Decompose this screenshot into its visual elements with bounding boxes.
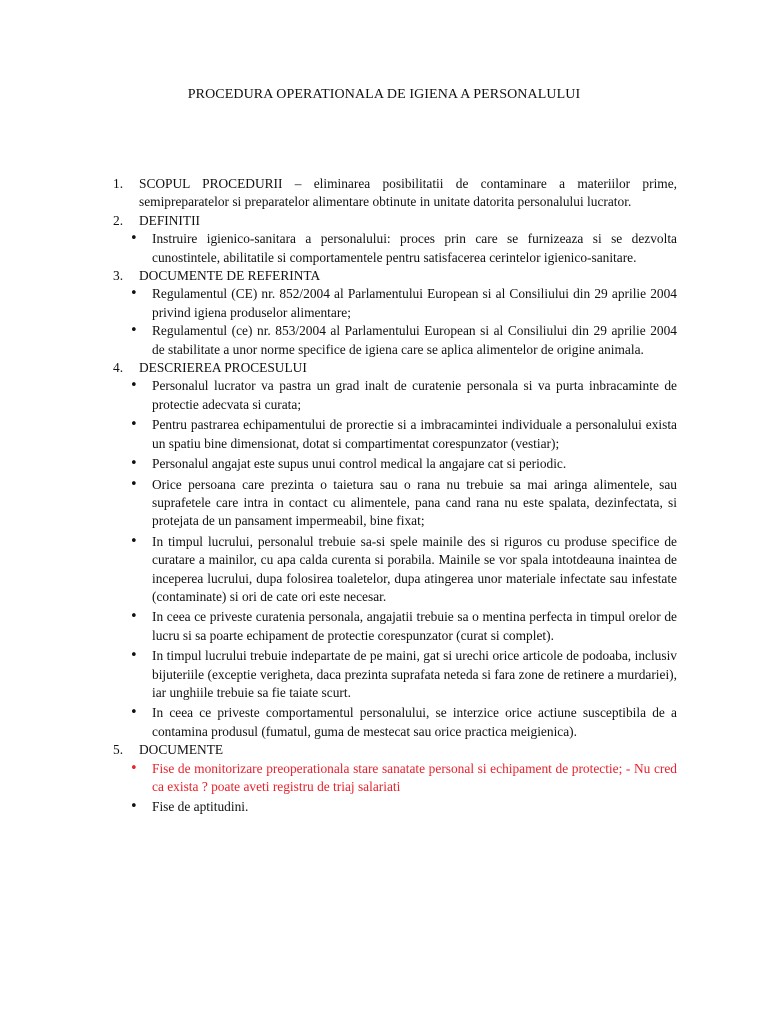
section-4 — [113, 359, 677, 377]
section-number: 3. — [113, 268, 124, 284]
list-item: • Regulamentul (CE) nr. 852/2004 al Parlamentului European si al Consiliului din 29 aprilie 2004 privind igiena produselor alimentare; — [113, 285, 677, 322]
section-heading: DOCUMENTE — [139, 742, 224, 758]
section-number: 1. — [113, 176, 124, 191]
list-item: • Personalul angajat este supus unui control medical la angajare cat si periodic. — [113, 455, 677, 473]
list-item: • In timpul lucrului, personalul trebuie sa-si spele mainile des si riguros cu produse specifice de curatare a mainilor, cu apa calda curenta si porabila. Mainile se vor spala intotdeauna inaintea de inceperea lucrului, dupa folosirea toaletelor, dupa atingerea unor materiale infectate sau infestate (contaminate) si ori de cate ori este necesar. — [113, 533, 677, 607]
section-number: 4. — [113, 360, 124, 376]
document-body — [113, 175, 677, 817]
section-heading: DESCRIEREA PROCESULUI — [139, 360, 307, 376]
bullet-list — [113, 760, 677, 817]
list-item: • Pentru pastrarea echipamentului de prorectie si a imbracamintei individuale a personalului exista un spatiu bine dimensionat, dotat si compartimentat corespunzator (vestiar); — [113, 416, 677, 453]
section-number: 5. — [113, 742, 124, 758]
section-5 — [113, 741, 677, 759]
document-title: PROCEDURA OPERATIONALA DE IGIENA A PERSONALULUI — [187, 87, 581, 102]
list-item: • Fise de aptitudini. — [113, 798, 677, 816]
bullet-list — [113, 377, 677, 741]
list-item: • Instruire igienico-sanitara a personalului: proces prin care se furnizeaza si se dezvolta cunostintele, abilitatile si comportamentele pentru satisfacerea cerintelor igienico-sanitare. — [113, 230, 677, 267]
section-3 — [113, 267, 677, 285]
section-1 — [113, 175, 677, 212]
list-item: • Personalul lucrator va pastra un grad inalt de curatenie personala si va purta inbracaminte de protectie adecvata si curata; — [113, 377, 677, 414]
list-item: • In ceea ce priveste curatenia personala, angajatii trebuie sa o mentina perfecta in timpul orelor de lucru si sa poarte echipament de protectie corespunzator (curat si complet). — [113, 608, 677, 645]
list-item: • Orice persoana care prezinta o taietura sau o rana nu trebuie sa mai aringa alimentele, sau suprafetele care intra in contact cu alimentele, pana cand rana nu este spalata, dezinfectata, si protejata de un pansament impermeabil, bine fixat; — [113, 476, 677, 531]
section-heading: SCOPUL PROCEDURII – eliminarea posibilitatii de contaminare a materiilor prime, semipreparatelor si preparatelor alimentare obtinute in unitate datorita personalului lucrator. — [139, 176, 677, 210]
list-item-comment: • Fise de monitorizare preoperationala stare sanatate personal si echipament de protectie; - Nu cred ca exista ? poate aveti registru de triaj salariati — [113, 760, 677, 797]
bullet-list — [113, 285, 677, 359]
section-number: 2. — [113, 212, 124, 228]
section-heading: DEFINITII — [139, 212, 200, 228]
section-2 — [113, 212, 677, 230]
list-item: • In timpul lucrului trebuie indepartate de pe maini, gat si urechi orice articole de podoaba, inclusiv bijuteriile (exceptie verigheta, daca prezinta suprafata neteda si fara zone de retinere a murdariei), iar unghiile trebuie sa fie taiate scurt. — [113, 647, 677, 702]
list-item: • In ceea ce priveste comportamentul personalului, se interzice orice actiune susceptibila de a contamina produsul (fumatul, guma de mestecat sau orice practica meigienica). — [113, 704, 677, 741]
section-heading: DOCUMENTE DE REFERINTA — [139, 268, 321, 284]
list-item: • Regulamentul (ce) nr. 853/2004 al Parlamentului European si al Consiliului din 29 aprilie 2004 de stabilitate a unor norme specifice de igiena care se aplica alimentelor de origine animala. — [113, 322, 677, 359]
bullet-list — [113, 230, 677, 267]
